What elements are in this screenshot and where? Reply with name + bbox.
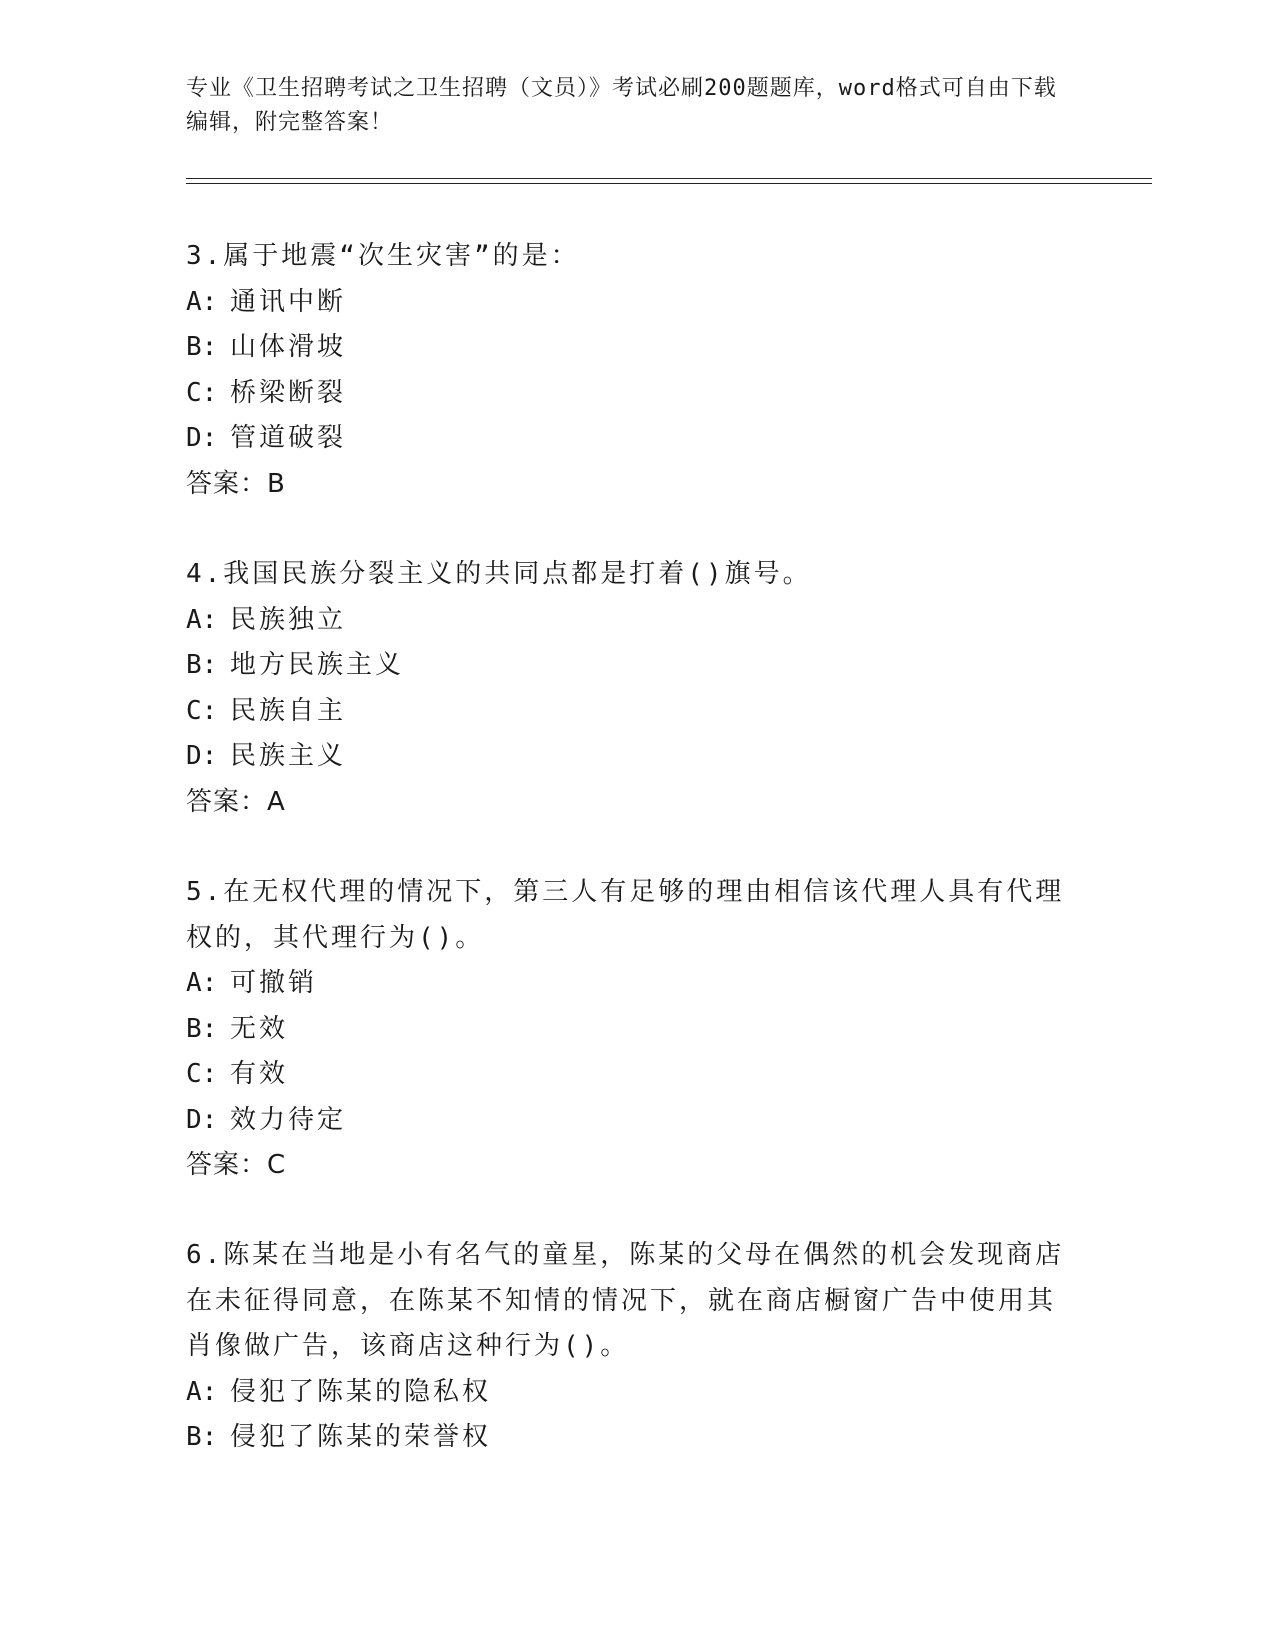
option-text: 民族主义 xyxy=(230,741,347,771)
answer-line: 答案：A xyxy=(186,786,286,817)
option-text: 管道破裂 xyxy=(230,423,347,453)
option-c xyxy=(186,371,1066,417)
option-text: 效力待定 xyxy=(230,1104,347,1135)
document-header xyxy=(186,72,1066,140)
option-letter: D: xyxy=(186,1104,218,1135)
option-text: 通讯中断 xyxy=(230,286,347,317)
question-stem: 5.在无权代理的情况下，第三人有足够的理由相信该代理人具有代理权的，其代理行为()。 xyxy=(186,877,1065,953)
option-b xyxy=(186,1415,1066,1461)
option-text: 有效 xyxy=(230,1059,289,1089)
option-b xyxy=(186,1007,1066,1053)
option-letter: A: xyxy=(186,604,218,635)
question-3 xyxy=(186,234,1066,507)
option-text: 可撤销 xyxy=(230,968,318,998)
question-stem: 4.我国民族分裂主义的共同点都是打着()旗号。 xyxy=(186,559,812,589)
question-6 xyxy=(186,1233,1066,1461)
question-stem: 6.陈某在当地是小有名气的童星，陈某的父母在偶然的机会发现商店在未征得同意，在陈某不知情的情况下，就在商店橱窗广告中使用其肖像做广告，该商店这种行为()。 xyxy=(186,1240,1065,1361)
option-d xyxy=(186,734,1066,780)
option-c xyxy=(186,1052,1066,1098)
option-letter: B: xyxy=(186,1422,218,1452)
option-d xyxy=(186,1098,1066,1144)
header-divider-bottom xyxy=(186,183,1152,184)
option-letter: A: xyxy=(186,968,218,998)
header-divider-top xyxy=(186,178,1152,179)
option-text: 山体滑坡 xyxy=(230,332,347,362)
option-a xyxy=(186,1370,1066,1416)
option-text: 地方民族主义 xyxy=(230,650,405,680)
option-b xyxy=(186,643,1066,689)
option-a xyxy=(186,280,1066,326)
header-title: 专业《卫生招聘考试之卫生招聘（文员）》考试必刷200题题库，word格式可自由下载编辑，附完整答案！ xyxy=(186,76,1057,135)
answer-line: 答案：B xyxy=(186,468,286,499)
option-text: 民族自主 xyxy=(230,695,347,726)
option-letter: A: xyxy=(186,286,218,317)
option-letter: C: xyxy=(186,377,218,408)
question-5 xyxy=(186,870,1066,1189)
option-letter: C: xyxy=(186,1059,218,1089)
question-4 xyxy=(186,552,1066,825)
option-b xyxy=(186,325,1066,371)
option-letter: D: xyxy=(186,741,218,771)
question-stem: 3.属于地震“次生灾害”的是： xyxy=(186,241,580,271)
option-letter: C: xyxy=(186,695,218,726)
option-c xyxy=(186,689,1066,735)
option-d xyxy=(186,416,1066,462)
option-letter: D: xyxy=(186,423,218,453)
option-letter: A: xyxy=(186,1376,218,1407)
option-text: 桥梁断裂 xyxy=(230,377,347,408)
option-letter: B: xyxy=(186,1013,218,1044)
option-letter: B: xyxy=(186,332,218,362)
option-text: 侵犯了陈某的隐私权 xyxy=(230,1376,492,1407)
option-text: 民族独立 xyxy=(230,604,347,635)
option-a xyxy=(186,598,1066,644)
option-text: 无效 xyxy=(230,1013,289,1044)
answer-line: 答案：C xyxy=(186,1150,287,1180)
option-letter: B: xyxy=(186,650,218,680)
option-a xyxy=(186,961,1066,1007)
option-text: 侵犯了陈某的荣誉权 xyxy=(230,1422,492,1452)
